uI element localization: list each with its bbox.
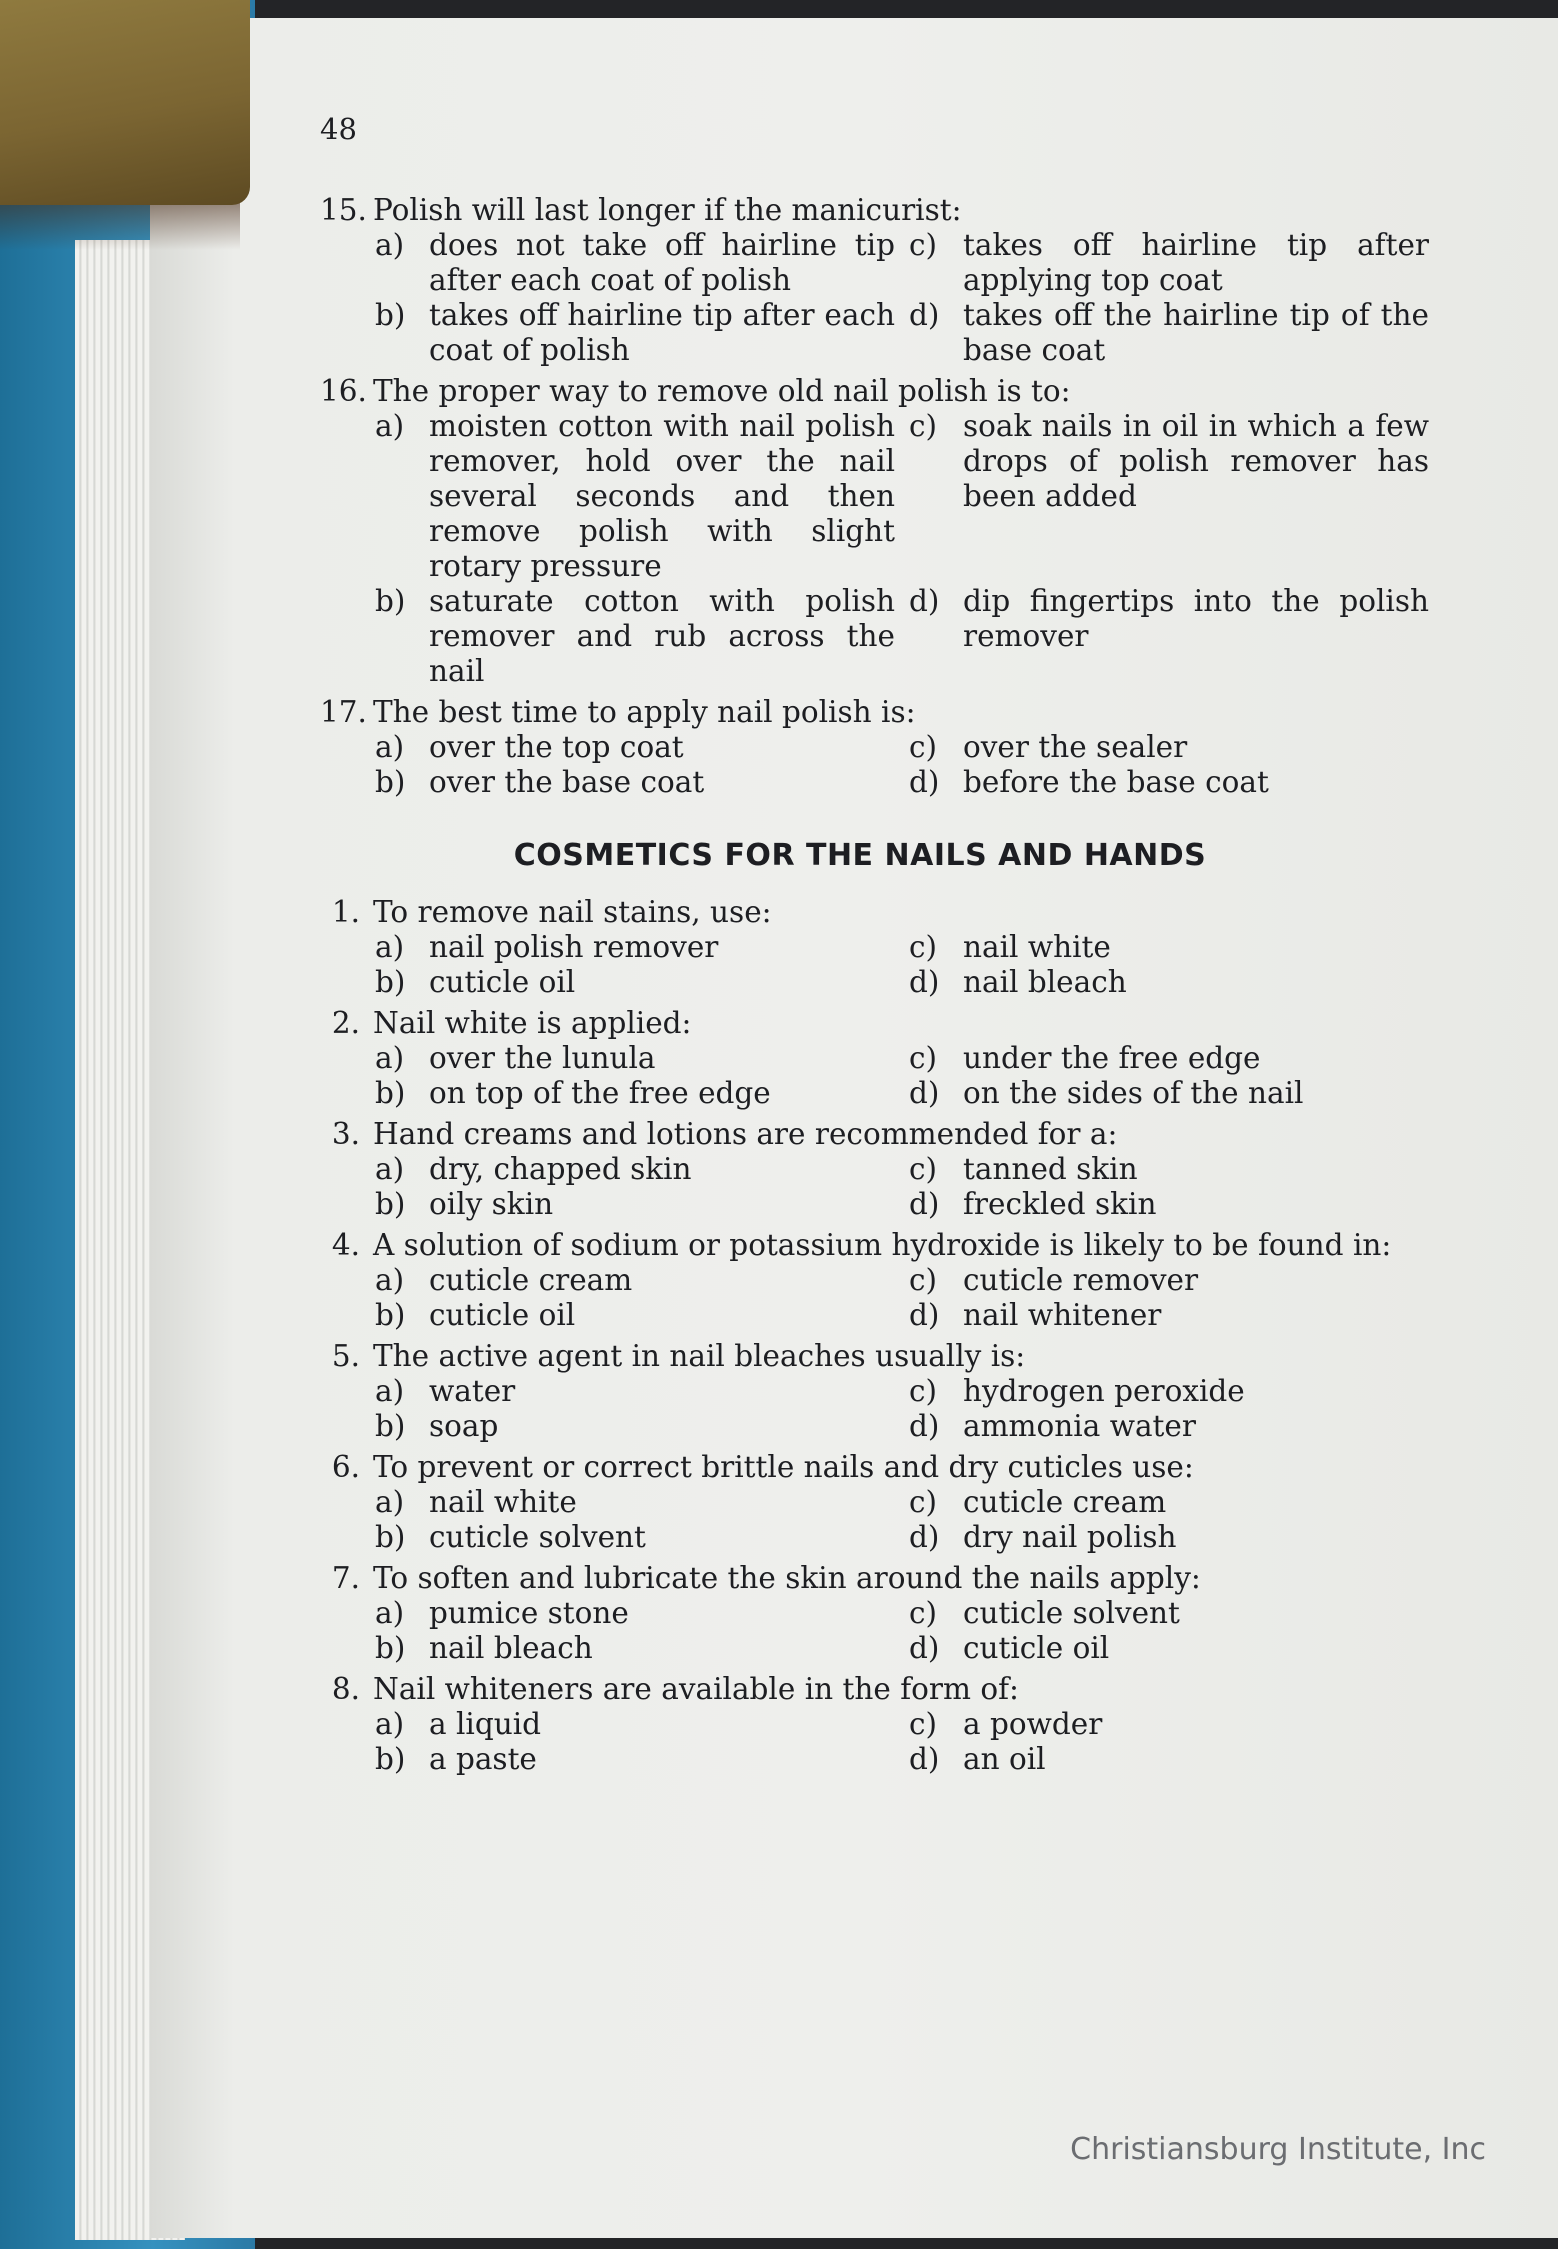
answer-option	[375, 409, 895, 584]
option-text: over the base coat	[429, 765, 705, 799]
question-text: The proper way to remove old nail polish is to:	[373, 374, 1071, 408]
option-letter: c)	[909, 1374, 938, 1408]
option-text: water	[429, 1374, 516, 1408]
answer-option	[909, 765, 1429, 800]
option-text: cuticle remover	[963, 1263, 1199, 1297]
answer-options	[375, 1485, 1400, 1555]
option-letter: c)	[909, 1485, 938, 1519]
option-letter: a)	[375, 930, 405, 964]
option-text: dry, chapped skin	[429, 1152, 692, 1186]
question-row	[320, 1117, 1400, 1152]
option-text: tanned skin	[963, 1152, 1138, 1186]
answer-option	[375, 730, 895, 765]
question-text: Polish will last longer if the manicurist:	[373, 193, 962, 227]
answer-option	[375, 1520, 895, 1555]
answer-option	[909, 930, 1429, 965]
option-letter: b)	[375, 1076, 406, 1110]
option-letter: a)	[375, 1707, 405, 1741]
answer-option	[909, 228, 1429, 298]
option-letter: d)	[909, 1076, 940, 1110]
option-text: under the free edge	[963, 1041, 1261, 1075]
option-text: dip fingertips into the polish remover	[963, 584, 1429, 653]
question-text: A solution of sodium or potassium hydroxide is likely to be found in:	[373, 1228, 1392, 1262]
question-row	[320, 695, 1400, 730]
answer-option	[909, 1374, 1429, 1409]
answer-option	[375, 765, 895, 800]
option-letter: a)	[375, 1152, 405, 1186]
option-letter: d)	[909, 765, 940, 799]
page-text	[320, 112, 1429, 1779]
answer-options	[375, 1152, 1400, 1222]
question-number: 17.	[320, 695, 367, 729]
question-list-after	[320, 895, 1400, 1777]
option-text: cuticle solvent	[963, 1596, 1180, 1630]
question-number: 4.	[331, 1228, 360, 1262]
option-letter: d)	[909, 1298, 940, 1332]
answer-options	[375, 228, 1429, 368]
answer-option	[375, 228, 895, 298]
option-letter: c)	[909, 1152, 938, 1186]
question-row	[320, 193, 1400, 228]
option-letter: b)	[375, 965, 406, 999]
option-letter: d)	[909, 1742, 940, 1776]
answer-option	[909, 1076, 1429, 1111]
option-letter: c)	[909, 1263, 938, 1297]
answer-option	[375, 930, 895, 965]
option-letter: a)	[375, 409, 405, 443]
bookmark-tab	[0, 0, 250, 205]
answer-options	[375, 930, 1400, 1000]
option-text: cuticle solvent	[429, 1520, 646, 1554]
option-text: an oil	[963, 1742, 1046, 1776]
answer-option	[375, 1374, 895, 1409]
option-text: cuticle oil	[429, 1298, 576, 1332]
question-text: The best time to apply nail polish is:	[373, 695, 916, 729]
option-letter: a)	[375, 1485, 405, 1519]
option-letter: c)	[909, 409, 938, 443]
option-letter: a)	[375, 1041, 405, 1075]
question-row	[320, 1561, 1400, 1596]
answer-option	[909, 1596, 1429, 1631]
answer-options	[375, 1263, 1400, 1333]
option-letter: b)	[375, 1298, 406, 1332]
option-text: soak nails in oil in which a few drops of polish remover has been added	[963, 409, 1429, 513]
option-letter: b)	[375, 1631, 406, 1665]
answer-option	[909, 1520, 1429, 1555]
question-text: To remove nail stains, use:	[373, 895, 772, 929]
answer-option	[375, 1152, 895, 1187]
option-letter: d)	[909, 584, 940, 618]
option-text: takes off hairline tip after applying top coat	[963, 228, 1429, 297]
option-text: nail white	[963, 930, 1111, 964]
option-text: over the top coat	[429, 730, 684, 764]
question-text: Hand creams and lotions are recommended for a:	[373, 1117, 1118, 1151]
option-letter: a)	[375, 1374, 405, 1408]
option-letter: b)	[375, 584, 406, 618]
option-letter: a)	[375, 1596, 405, 1630]
option-text: oily skin	[429, 1187, 554, 1221]
option-letter: a)	[375, 1263, 405, 1297]
question-row	[320, 1339, 1400, 1374]
question-number: 8.	[331, 1672, 360, 1706]
question-row	[320, 1228, 1400, 1263]
answer-option	[909, 1187, 1429, 1222]
question-number: 3.	[331, 1117, 360, 1151]
option-letter: d)	[909, 298, 940, 332]
answer-option	[375, 1298, 895, 1333]
page-number: 48	[320, 112, 357, 146]
answer-option	[909, 965, 1429, 1000]
option-letter: b)	[375, 1742, 406, 1776]
answer-options	[375, 1374, 1400, 1444]
option-letter: a)	[375, 228, 405, 262]
answer-options	[375, 1041, 1400, 1111]
option-letter: c)	[909, 1707, 938, 1741]
option-text: soap	[429, 1409, 499, 1443]
answer-option	[375, 1707, 895, 1742]
answer-option	[909, 1041, 1429, 1076]
watermark: Christiansburg Institute, Inc	[1070, 2132, 1486, 2167]
question-number: 5.	[331, 1339, 360, 1373]
option-text: pumice stone	[429, 1596, 629, 1630]
option-letter: d)	[909, 1631, 940, 1665]
option-text: nail polish remover	[429, 930, 719, 964]
option-letter: b)	[375, 1409, 406, 1443]
option-text: nail whitener	[963, 1298, 1162, 1332]
option-letter: b)	[375, 1187, 406, 1221]
question-text: To prevent or correct brittle nails and dry cuticles use:	[373, 1450, 1194, 1484]
answer-options	[375, 1707, 1400, 1777]
option-letter: d)	[909, 1520, 940, 1554]
answer-option	[375, 1631, 895, 1666]
answer-option	[909, 1707, 1429, 1742]
option-text: before the base coat	[963, 765, 1269, 799]
question-row	[320, 1672, 1400, 1707]
option-text: does not take off hairline tip after each coat of polish	[429, 228, 895, 297]
option-letter: c)	[909, 1596, 938, 1630]
answer-option	[909, 1263, 1429, 1298]
question-row	[320, 1450, 1400, 1485]
option-letter: d)	[909, 1409, 940, 1443]
option-text: cuticle oil	[429, 965, 576, 999]
option-text: a powder	[963, 1707, 1103, 1741]
option-text: nail bleach	[429, 1631, 593, 1665]
option-text: on the sides of the nail	[963, 1076, 1304, 1110]
option-letter: c)	[909, 930, 938, 964]
option-text: takes off the hairline tip of the base coat	[963, 298, 1429, 367]
answer-option	[909, 298, 1429, 368]
option-letter: d)	[909, 965, 940, 999]
answer-option	[909, 1152, 1429, 1187]
answer-option	[375, 584, 895, 689]
option-text: a paste	[429, 1742, 537, 1776]
answer-option	[375, 298, 895, 368]
option-text: takes off hairline tip after each coat of polish	[429, 298, 895, 367]
option-letter: d)	[909, 1187, 940, 1221]
answer-option	[375, 1041, 895, 1076]
section-heading: COSMETICS FOR THE NAILS AND HANDS	[513, 838, 1207, 873]
answer-option	[375, 1263, 895, 1298]
option-text: a liquid	[429, 1707, 542, 1741]
answer-option	[909, 584, 1429, 689]
question-text: The active agent in nail bleaches usually is:	[373, 1339, 1026, 1373]
answer-option	[909, 1485, 1429, 1520]
answer-option	[375, 1409, 895, 1444]
answer-option	[375, 1742, 895, 1777]
question-number: 15.	[320, 193, 367, 227]
option-text: dry nail polish	[963, 1520, 1177, 1554]
option-text: hydrogen peroxide	[963, 1374, 1245, 1408]
option-text: nail bleach	[963, 965, 1127, 999]
answer-option	[909, 730, 1429, 765]
question-number: 6.	[331, 1450, 360, 1484]
question-text: To soften and lubricate the skin around the nails apply:	[373, 1561, 1201, 1595]
answer-options	[375, 409, 1429, 689]
option-letter: b)	[375, 765, 406, 799]
answer-option	[375, 1187, 895, 1222]
question-text: Nail white is applied:	[373, 1006, 692, 1040]
option-text: ammonia water	[963, 1409, 1196, 1443]
answer-options	[375, 730, 1400, 800]
answer-option	[375, 1596, 895, 1631]
option-text: saturate cotton with polish remover and rub across the nail	[429, 584, 895, 688]
option-text: nail white	[429, 1485, 577, 1519]
option-letter: a)	[375, 730, 405, 764]
option-text: freckled skin	[963, 1187, 1157, 1221]
option-letter: b)	[375, 298, 406, 332]
option-text: on top of the free edge	[429, 1076, 771, 1110]
answer-option	[909, 1298, 1429, 1333]
option-text: cuticle cream	[963, 1485, 1167, 1519]
question-number: 2.	[331, 1006, 360, 1040]
question-row	[320, 374, 1400, 409]
option-letter: c)	[909, 228, 938, 262]
question-row	[320, 895, 1400, 930]
option-letter: c)	[909, 730, 938, 764]
question-row	[320, 1006, 1400, 1041]
answer-option	[375, 965, 895, 1000]
question-number: 1.	[331, 895, 360, 929]
answer-option	[375, 1485, 895, 1520]
question-text: Nail whiteners are available in the form of:	[373, 1672, 1019, 1706]
answer-option	[909, 1742, 1429, 1777]
option-text: cuticle cream	[429, 1263, 633, 1297]
question-list-before	[320, 193, 1429, 800]
option-text: over the lunula	[429, 1041, 656, 1075]
answer-option	[909, 409, 1429, 584]
answer-options	[375, 1596, 1400, 1666]
answer-option	[375, 1076, 895, 1111]
question-number: 7.	[331, 1561, 360, 1595]
answer-option	[909, 1409, 1429, 1444]
option-text: moisten cotton with nail polish remover, hold over the nail several seconds and then remove polish with slight rotary pressure	[429, 409, 895, 583]
option-letter: c)	[909, 1041, 938, 1075]
option-text: cuticle oil	[963, 1631, 1110, 1665]
option-letter: b)	[375, 1520, 406, 1554]
question-number: 16.	[320, 374, 367, 408]
answer-option	[909, 1631, 1429, 1666]
option-text: over the sealer	[963, 730, 1188, 764]
